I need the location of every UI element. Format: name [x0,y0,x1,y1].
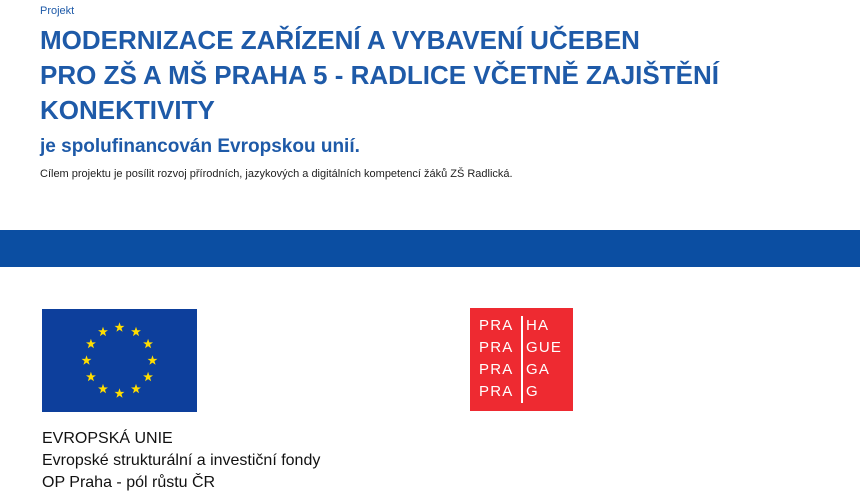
eu-line-2: Evropské strukturální a investiční fondy [42,452,321,469]
praha-logo-left-3: PRA [479,361,514,378]
praha-logo-right-2: GUE [526,339,563,356]
praha-logo-left-1: PRA [479,317,514,334]
project-title [40,23,840,128]
project-title-line-3: KONEKTIVITY [40,95,215,125]
project-title-line-2: PRO ZŠ A MŠ PRAHA 5 - RADLICE VČETNĚ ZAJIŠTĚNÍ [40,60,719,90]
praha-logo-right-1: HA [526,317,550,334]
project-label: Projekt [40,5,75,17]
praha-logo-divider [521,316,523,403]
blue-band [0,230,860,267]
funding-statement: je spolufinancován Evropskou unií. [40,136,360,157]
praha-logo-right-3: GA [526,361,551,378]
praha-logo-left-4: PRA [479,383,514,400]
eu-line-1: EVROPSKÁ UNIE [42,430,173,447]
project-description: Cílem projektu je posílit rozvoj přírodních, jazykových a digitálních kompetencí žáků ZŠ Radlická. [40,168,513,180]
project-title-line-1: MODERNIZACE ZAŘÍZENÍ A VYBAVENÍ UČEBEN [40,25,640,55]
praha-logo-right-4: G [526,383,539,400]
eu-funding-text [42,428,320,494]
praha-logo [470,308,573,411]
praha-logo-left-2: PRA [479,339,514,356]
eu-flag-icon [42,309,197,412]
eu-line-3: OP Praha - pól růstu ČR [42,474,216,491]
